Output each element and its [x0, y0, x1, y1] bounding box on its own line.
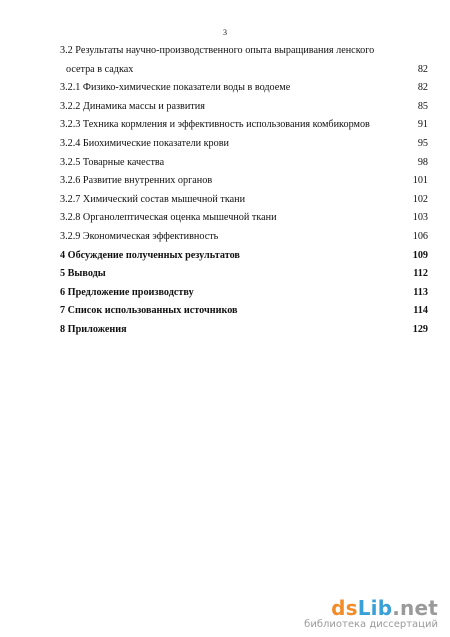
toc-entry-title-text: 4 Обсуждение полученных результатов — [60, 249, 240, 261]
toc-entry-title — [60, 172, 400, 191]
toc-entry — [60, 98, 432, 117]
toc-entry-title — [60, 154, 400, 173]
toc-entry-page-number: 82 — [417, 63, 428, 75]
toc-entry-title — [60, 42, 400, 79]
toc-entry-title-continuation: осетра в садках — [66, 63, 134, 75]
toc-entry — [60, 172, 432, 191]
logo-part-lib: Lib — [357, 596, 393, 620]
toc-entry — [60, 154, 432, 173]
toc-entry-title — [60, 247, 400, 266]
table-of-contents — [60, 42, 432, 340]
toc-entry-title-text: 8 Приложения — [60, 323, 127, 335]
toc-entry — [60, 302, 432, 321]
toc-entry-title-text: 3.2.4 Биохимические показатели крови — [60, 137, 229, 149]
toc-entry-title-text: 7 Список использованных источников — [60, 305, 238, 317]
toc-entry — [60, 247, 432, 266]
toc-entry-page-number: 85 — [417, 100, 428, 112]
dslib-watermark — [278, 597, 438, 631]
toc-entry-title — [60, 228, 400, 247]
toc-entry-page-number: 113 — [413, 286, 428, 298]
toc-entry-title-text: 3.2 Результаты научно-производственного опыта выращивания ленского — [60, 45, 375, 56]
toc-entry — [60, 135, 432, 154]
toc-entry-title — [60, 302, 400, 321]
toc-entry — [60, 79, 432, 98]
toc-entry — [60, 284, 432, 303]
toc-entry-page-number: 82 — [417, 82, 428, 94]
dslib-logo — [278, 597, 438, 619]
toc-entry-title — [60, 191, 400, 210]
toc-entry — [60, 209, 432, 228]
toc-entry — [60, 42, 432, 79]
toc-entry — [60, 228, 432, 247]
toc-entry — [60, 321, 432, 340]
toc-entry-title — [60, 209, 400, 228]
page-number: 3 — [223, 28, 227, 37]
toc-entry-title — [60, 79, 400, 98]
toc-entry-title — [60, 116, 400, 135]
toc-entry-title — [60, 284, 400, 303]
toc-entry-title-text: 3.2.5 Товарные качества — [60, 156, 165, 168]
toc-entry-title — [60, 265, 400, 284]
toc-entry-title-text: 5 Выводы — [60, 268, 106, 280]
toc-entry — [60, 265, 432, 284]
toc-entry-title-text: 3.2.2 Динамика массы и развития — [60, 100, 205, 112]
toc-entry-page-number: 101 — [412, 175, 428, 187]
toc-entry-title-text: 3.2.1 Физико-химические показатели воды в водоеме — [60, 82, 291, 94]
watermark-caption: библиотека диссертаций — [304, 619, 438, 630]
toc-entry — [60, 191, 432, 210]
toc-entry-title-text: 6 Предложение производству — [60, 286, 194, 298]
toc-entry-title — [60, 135, 400, 154]
toc-entry-page-number: 95 — [417, 137, 428, 149]
toc-entry-title-text: 3.2.7 Химический состав мышечной ткани — [60, 193, 246, 205]
toc-entry-page-number: 129 — [412, 323, 428, 335]
toc-entry-title — [60, 98, 400, 117]
toc-entry-title-text: 3.2.3 Техника кормления и эффективность использования комбикормов — [60, 119, 370, 131]
toc-entry-page-number: 98 — [417, 156, 428, 168]
toc-entry-page-number: 112 — [413, 268, 428, 280]
logo-part-ds: ds — [331, 596, 358, 620]
toc-entry-page-number: 103 — [412, 212, 428, 224]
toc-entry-page-number: 106 — [412, 230, 428, 242]
toc-entry-title-text: 3.2.9 Экономическая эффективность — [60, 230, 219, 242]
toc-entry-title — [60, 321, 400, 340]
toc-entry-page-number: 91 — [417, 119, 428, 131]
toc-entry-title-text: 3.2.6 Развитие внутренних органов — [60, 175, 213, 187]
toc-entry-title-text: 3.2.8 Органолептическая оценка мышечной ткани — [60, 212, 277, 224]
logo-part-net: .net — [392, 596, 438, 620]
toc-entry — [60, 116, 432, 135]
toc-entry-page-number: 109 — [412, 249, 428, 261]
toc-entry-page-number: 102 — [412, 193, 428, 205]
toc-entry-page-number: 114 — [413, 305, 428, 317]
